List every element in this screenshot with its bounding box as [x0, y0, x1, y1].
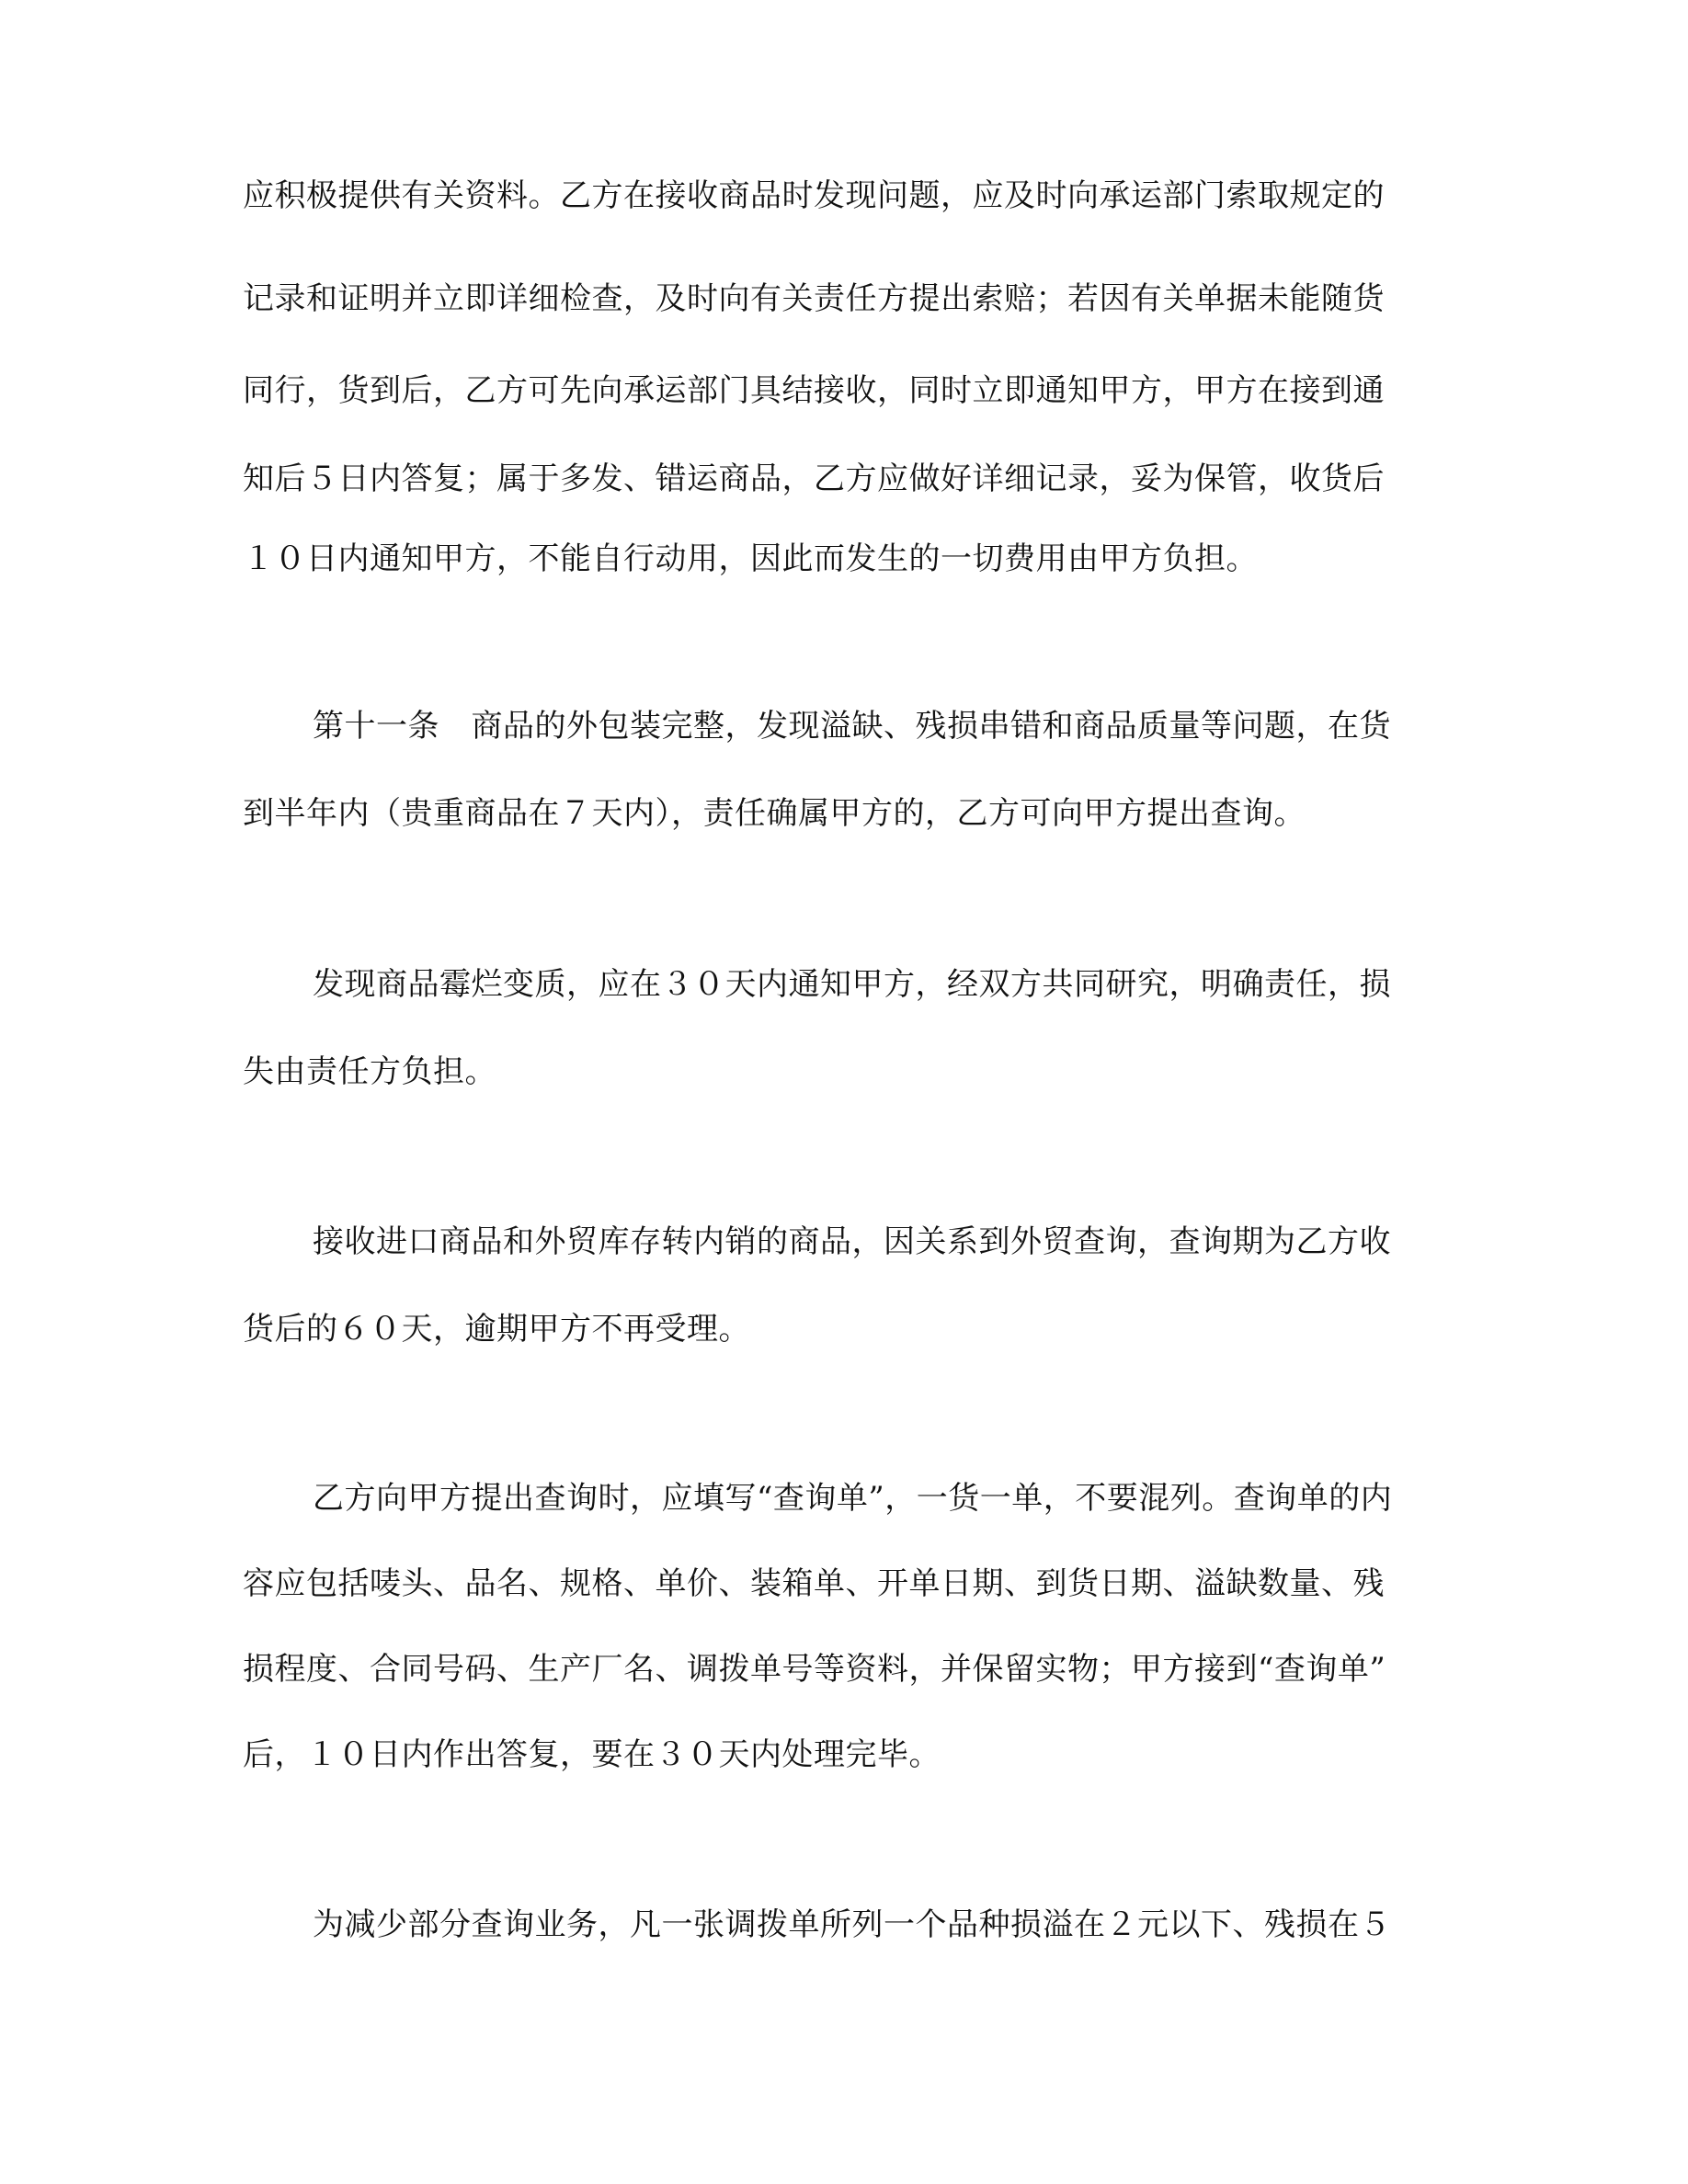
text-line: 第十一条 商品的外包装完整，发现溢缺、残损串错和商品质量等问题，在货 [313, 708, 1391, 745]
text-line: 失由责任方负担。 [243, 1053, 496, 1090]
text-line: 乙方向甲方提出查询时，应填写“查询单”，一货一单，不要混列。查询单的内 [313, 1480, 1393, 1517]
text-line: １０日内通知甲方，不能自行动用，因此而发生的一切费用由甲方负担。 [243, 540, 1258, 577]
text-line: 记录和证明并立即详细检查，及时向有关责任方提出索赔；若因有关单据未能随货 [243, 280, 1385, 317]
text-line: 接收进口商品和外贸库存转内销的商品，因关系到外贸查询，查询期为乙方收 [313, 1223, 1391, 1260]
text-line: 后，１０日内作出答复，要在３０天内处理完毕。 [243, 1736, 941, 1773]
text-line: 货后的６０天，逾期甲方不再受理。 [243, 1311, 750, 1348]
text-line: 发现商品霉烂变质，应在３０天内通知甲方，经双方共同研究，明确责任，损 [313, 966, 1391, 1003]
text-line: 损程度、合同号码、生产厂名、调拨单号等资料，并保留实物；甲方接到“查询单” [243, 1651, 1386, 1688]
text-line: 知后５日内答复；属于多发、错运商品，乙方应做好详细记录，妥为保管，收货后 [243, 461, 1385, 497]
text-line: 为减少部分查询业务，凡一张调拨单所列一个品种损溢在２元以下、残损在５ [313, 1906, 1391, 1943]
text-line: 同行，货到后，乙方可先向承运部门具结接收，同时立即通知甲方，甲方在接到通 [243, 372, 1385, 409]
text-line: 应积极提供有关资料。乙方在接收商品时发现问题，应及时向承运部门索取规定的 [243, 177, 1385, 214]
text-line: 容应包括唛头、品名、规格、单价、装箱单、开单日期、到货日期、溢缺数量、残 [243, 1565, 1385, 1602]
text-line: 到半年内（贵重商品在７天内），责任确属甲方的，乙方可向甲方提出查询。 [243, 795, 1306, 832]
